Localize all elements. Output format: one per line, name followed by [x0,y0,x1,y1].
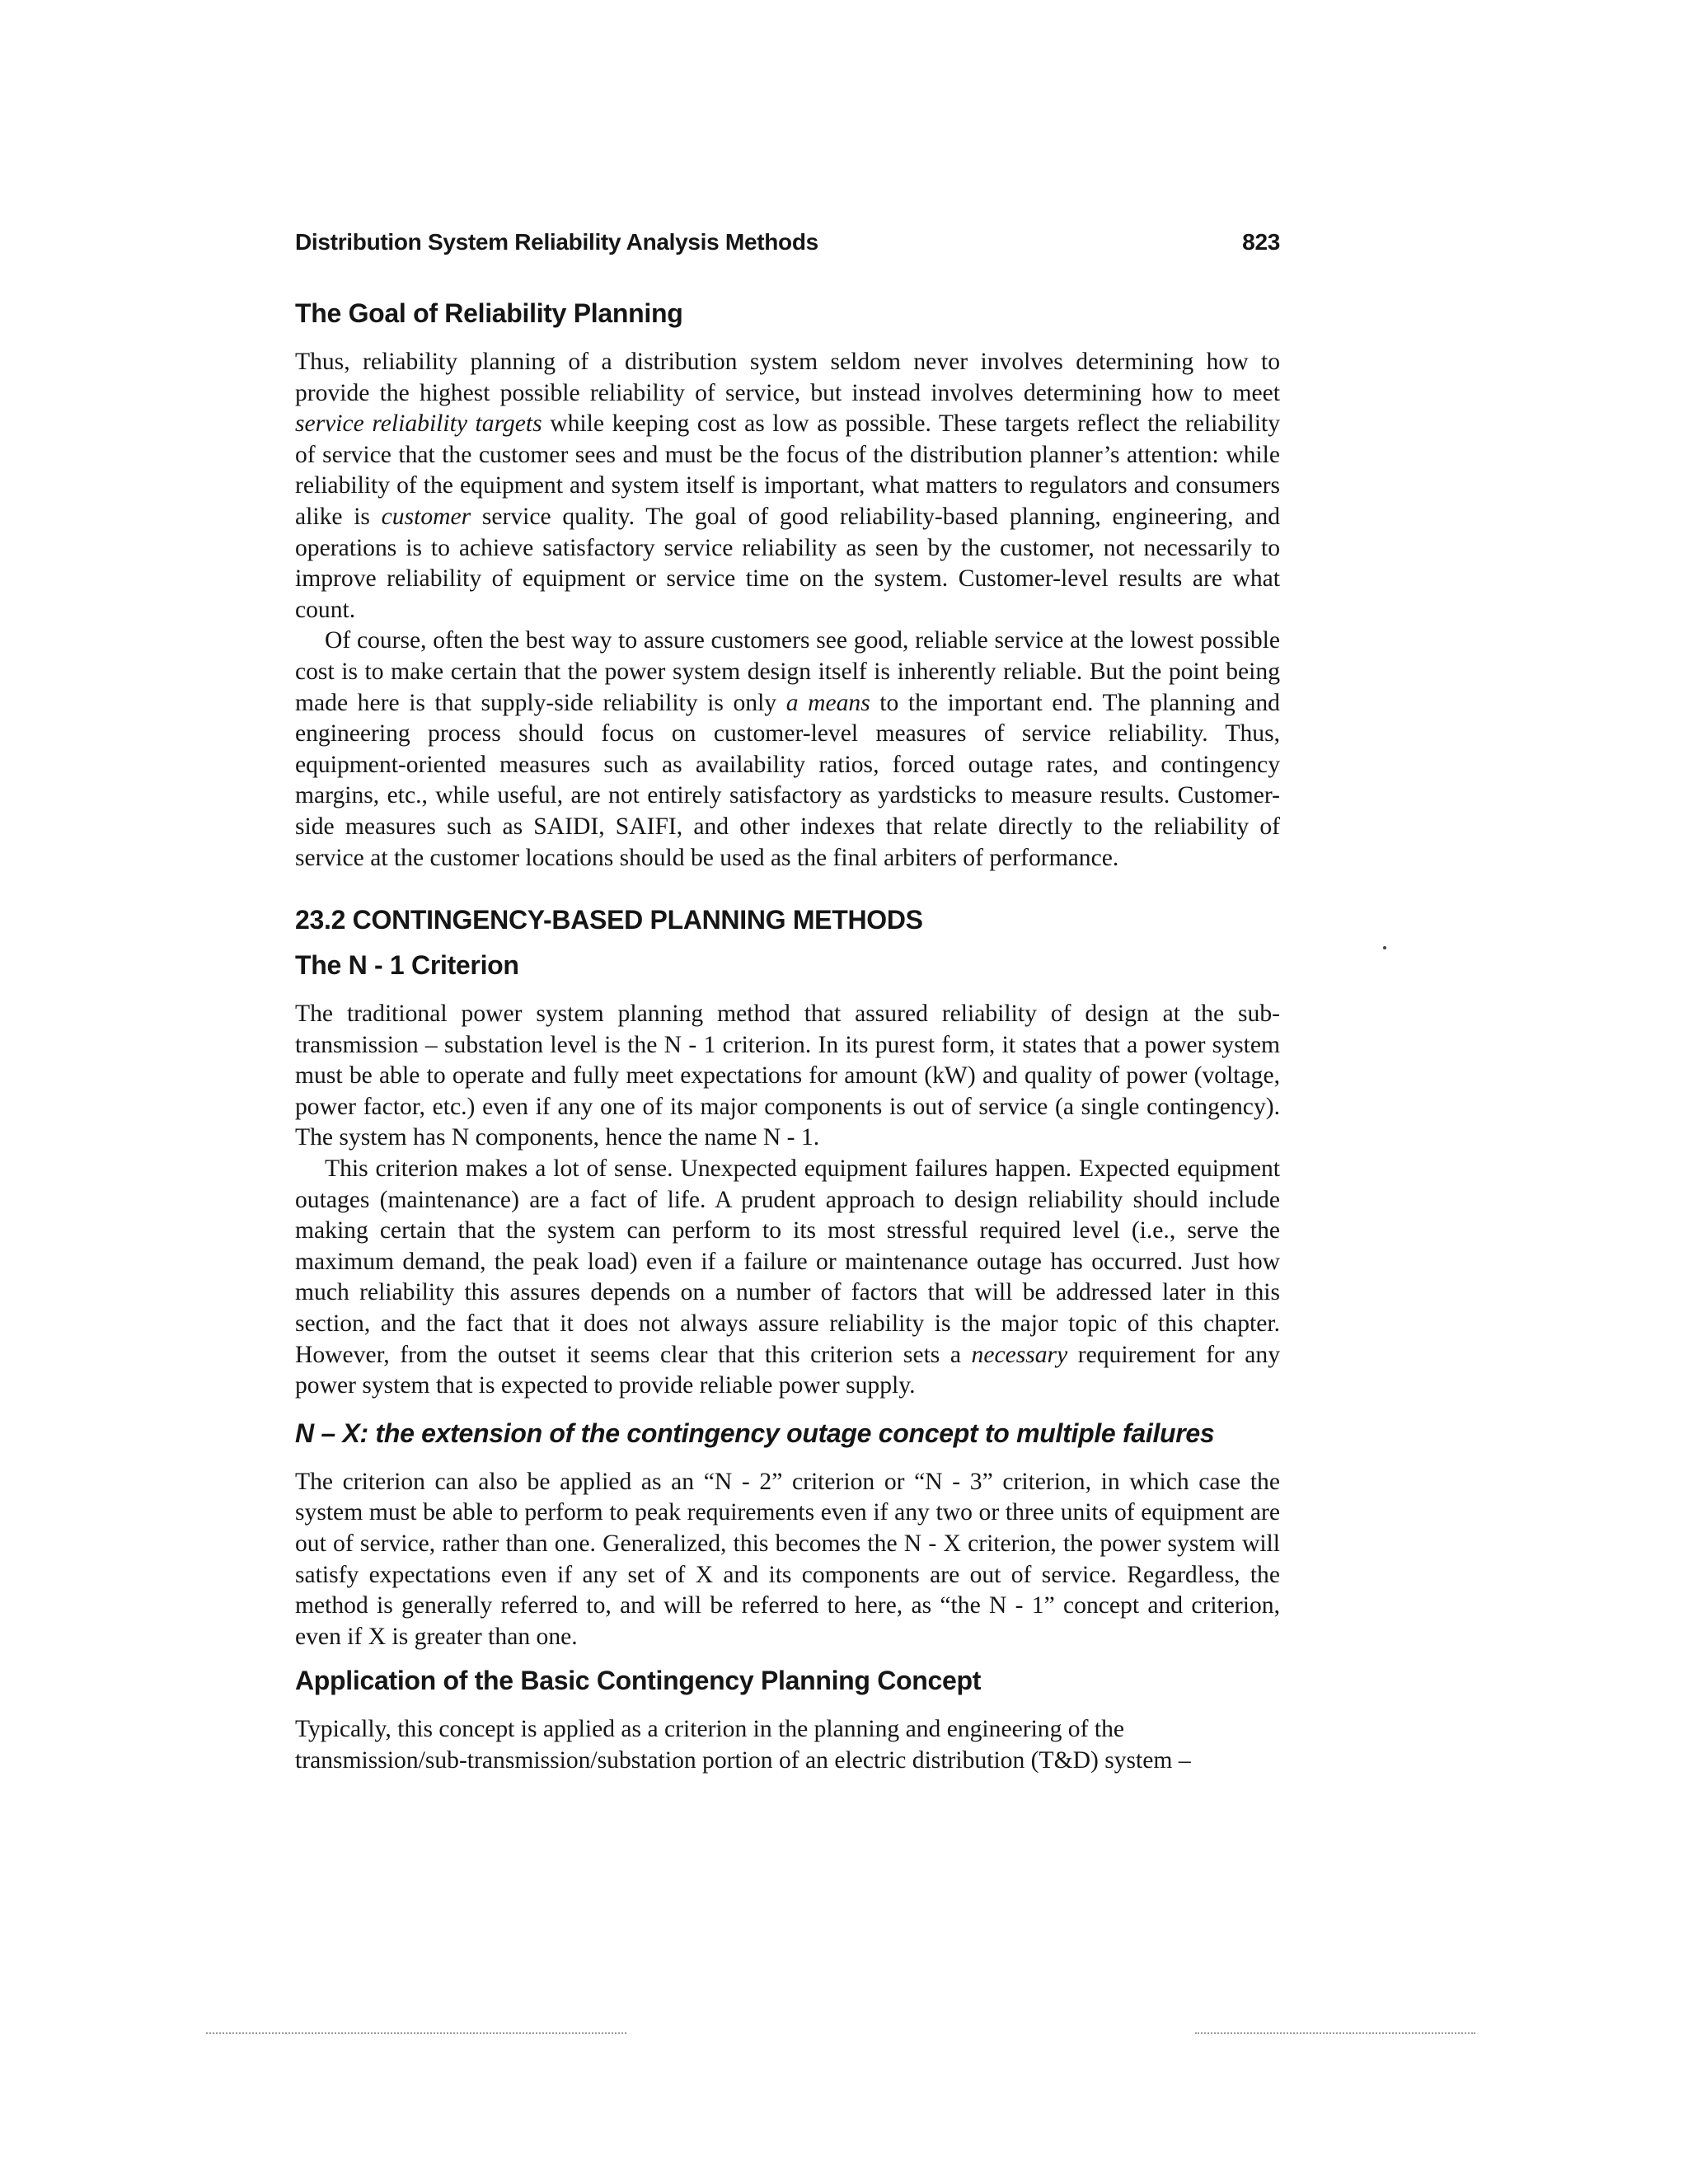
book-page [295,229,1280,1777]
heading-goal-of-reliability-planning: The Goal of Reliability Planning [295,298,683,328]
paragraph-n1-2 [295,1154,1280,1402]
text-run: requirement for any power system that is expected to provide reliable power supply. [295,1341,1280,1399]
emphasis-service-reliability-targets: service reliability targets [295,410,542,438]
heading-n-1-criterion: The N - 1 Criterion [295,950,519,981]
scan-artifact-line [1195,2032,1475,2036]
running-title: Distribution System Reliability Analysis Methods [295,229,818,255]
scan-artifact-line [206,2032,626,2036]
page-number: 823 [1242,229,1280,255]
heading-n-x-extension: N – X: the extension of the contingency outage concept to multiple failures [295,1418,1215,1448]
paragraph-goal-1 [295,347,1280,626]
text-run: service quality. The goal of good reliability-based planning, engineering, and operations is to achieve satisfactory service reliability as seen by the customer, not necessarily to improve reliability of equipment or service time on the system. Customer-level results are what count. [295,503,1280,623]
paragraph-application-1: Typically, this concept is applied as a criterion in the planning and engineering of the transmission/sub-transmission/substation portion of an electric distribution (T&D) system – [295,1716,1191,1774]
text-run: to the important end. The planning and engineering process should focus on customer-level measures of service reliability. Thus, equipment-oriented measures such as availability ratios, forced outage rates, and contingency margins, etc., while useful, are not entirely satisfactory as yardsticks to measure results. Customer-side measures such as SAIDI, SAIFI, and other indexes that relate directly to the reliability of service at the customer locations should be used as the final arbiters of performance. [295,689,1280,871]
scan-artifact-dot [1383,946,1386,949]
spacer [295,1402,1280,1418]
heading-application-basic-contingency: Application of the Basic Contingency Planning Concept [295,1666,982,1696]
heading-contingency-based-planning-methods: 23.2 CONTINGENCY-BASED PLANNING METHODS [295,905,923,935]
paragraph-goal-2 [295,626,1280,874]
text-run: Of course, often the best way to assure customers see good, reliable service at the lowest possible cost is to make certain that the power system design itself is inherently reliable. But the point being made here is that supply-side reliability is only [295,627,1280,716]
emphasis-customer: customer [381,503,471,530]
running-header [295,229,1280,262]
text-run: while keeping cost as low as possible. These targets reflect the reliability of service that the customer sees and must be the focus of the distribution planner’s attention: while reliability of the equipment and system itself is important, what matters to regulators and consumers alike is [295,410,1280,530]
paragraph-nx-1: The criterion can also be applied as an “N - 2” criterion or “N - 3” criterion, in which case the system must be able to perform to peak requirements even if any two or three units of equipment are out of service, rather than one. Generalized, this becomes the N - X criterion, the power system will satisfy expectations even if any set of X and its components are out of service. Regardless, the method is generally referred to, and will be referred to here, as “the N - 1” concept and criterion, even if X is greater than one. [295,1468,1280,1650]
emphasis-a-means: a means [785,689,870,716]
text-run: Thus, reliability planning of a distribution system seldom never involves determining how to provide the highest possible reliability of service, but instead involves determining how to meet [295,349,1280,406]
paragraph-n1-1: The traditional power system planning method that assured reliability of design at the sub-transmission – substation level is the N - 1 criterion. In its purest form, it states that a power system must be able to operate and fully meet expectations for amount (kW) and quality of power (voltage, power factor, etc.) even if any one of its major components is out of service (a single contingency). The system has N components, hence the name N - 1. [295,1001,1280,1151]
emphasis-necessary: necessary [971,1341,1068,1368]
text-run: This criterion makes a lot of sense. Unexpected equipment failures happen. Expected equipment outages (maintenance) are a fact of life. A prudent approach to design reliability should include making certain that the system can perform to its most stressful required level (i.e., serve the maximum demand, the peak load) even if a failure or maintenance outage has occurred. Just how much reliability this assures depends on a number of factors that will be addressed later in this section, and the fact that it does not always assure reliability is the major topic of this chapter. However, from the outset it seems clear that this criterion sets a [295,1155,1280,1368]
spacer [295,1652,1280,1666]
